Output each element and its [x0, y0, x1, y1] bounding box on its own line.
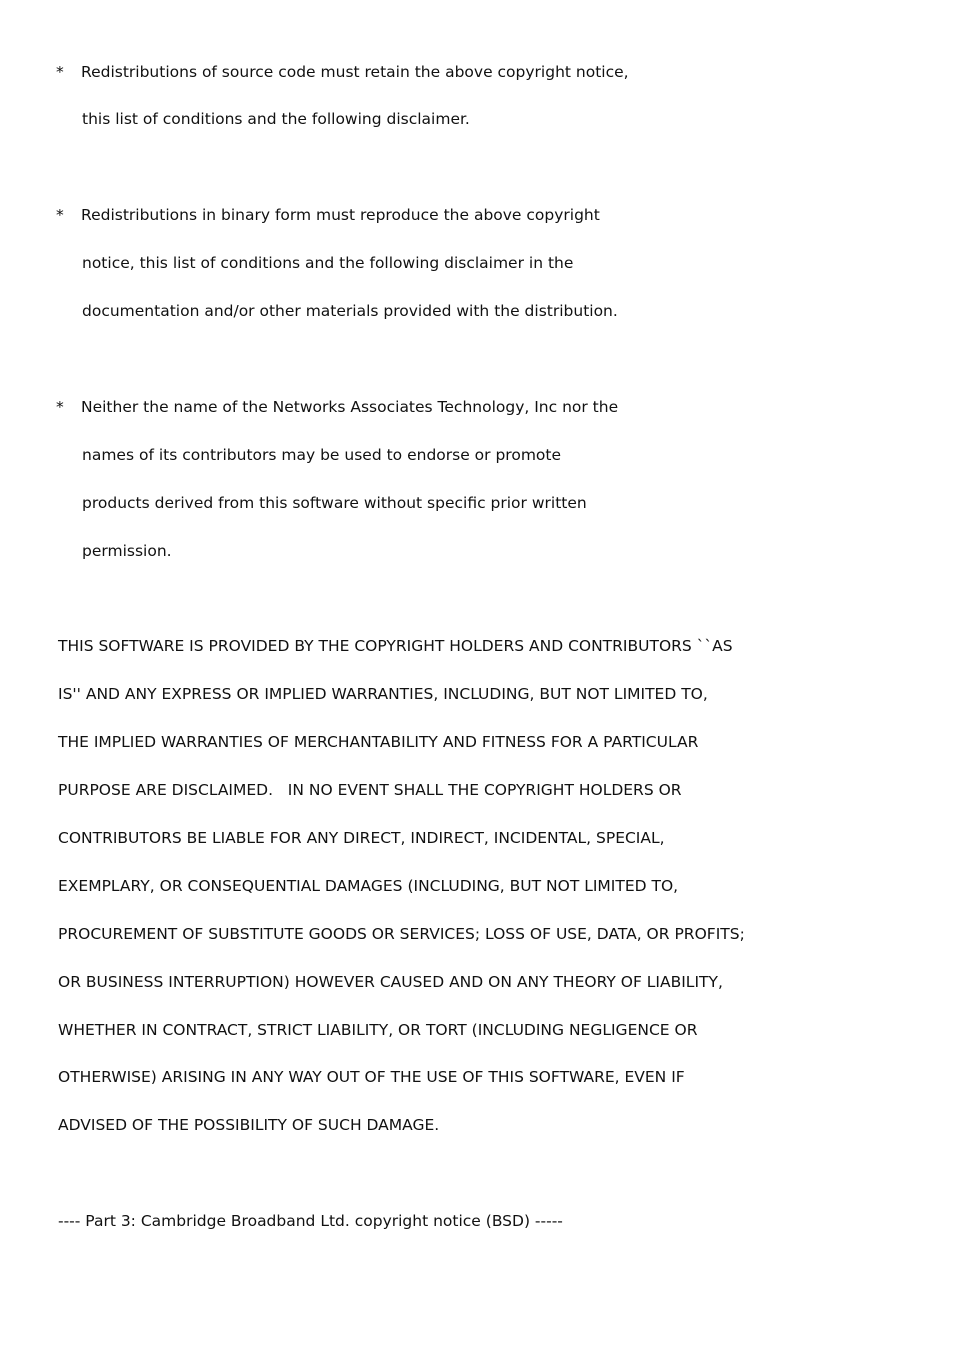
disclaimer-line: OR BUSINESS INTERRUPTION) HOWEVER CAUSED AND ON ANY THEORY OF LIABILITY, [58, 973, 723, 991]
disclaimer-line: CONTRIBUTORS BE LIABLE FOR ANY DIRECT, INDIRECT, INCIDENTAL, SPECIAL, [58, 829, 665, 847]
disclaimer-line: EXEMPLARY, OR CONSEQUENTIAL DAMAGES (INCLUDING, BUT NOT LIMITED TO, [58, 877, 679, 895]
bullet-marker: * [56, 206, 64, 224]
disclaimer-line: ADVISED OF THE POSSIBILITY OF SUCH DAMAGE. [58, 1116, 440, 1134]
bullet-1-line-1: Redistributions of source code must retain the above copyright notice, [81, 63, 629, 81]
disclaimer-line: PURPOSE ARE DISCLAIMED. IN NO EVENT SHALL THE COPYRIGHT HOLDERS OR [58, 781, 682, 799]
bullet-1-line-2: this list of conditions and the following disclaimer. [82, 110, 470, 128]
bullet-3-line-1: Neither the name of the Networks Associates Technology, Inc nor the [81, 398, 619, 416]
bullet-2-line-2: notice, this list of conditions and the following disclaimer in the [82, 254, 574, 272]
bullet-3-line-2: names of its contributors may be used to endorse or promote [82, 446, 562, 464]
bullet-2-line-3: documentation and/or other materials provided with the distribution. [82, 302, 618, 320]
bullet-3-line-4: permission. [82, 542, 172, 560]
disclaimer-line: THE IMPLIED WARRANTIES OF MERCHANTABILITY AND FITNESS FOR A PARTICULAR [58, 733, 699, 751]
disclaimer-line: PROCUREMENT OF SUBSTITUTE GOODS OR SERVICES; LOSS OF USE, DATA, OR PROFITS; [58, 925, 745, 943]
disclaimer-line: THIS SOFTWARE IS PROVIDED BY THE COPYRIGHT HOLDERS AND CONTRIBUTORS ``AS [58, 637, 733, 655]
disclaimer-line: IS'' AND ANY EXPRESS OR IMPLIED WARRANTIES, INCLUDING, BUT NOT LIMITED TO, [58, 685, 708, 703]
disclaimer-line: OTHERWISE) ARISING IN ANY WAY OUT OF THE USE OF THIS SOFTWARE, EVEN IF [58, 1068, 685, 1086]
disclaimer-line: WHETHER IN CONTRACT, STRICT LIABILITY, OR TORT (INCLUDING NEGLIGENCE OR [58, 1021, 698, 1039]
section-heading: ---- Part 3: Cambridge Broadband Ltd. copyright notice (BSD) ----- [58, 1212, 563, 1230]
bullet-3-line-3: products derived from this software without specific prior written [82, 494, 587, 512]
bullet-2-line-1: Redistributions in binary form must reproduce the above copyright [81, 206, 600, 224]
bullet-marker: * [56, 63, 64, 81]
bullet-marker: * [56, 398, 64, 416]
